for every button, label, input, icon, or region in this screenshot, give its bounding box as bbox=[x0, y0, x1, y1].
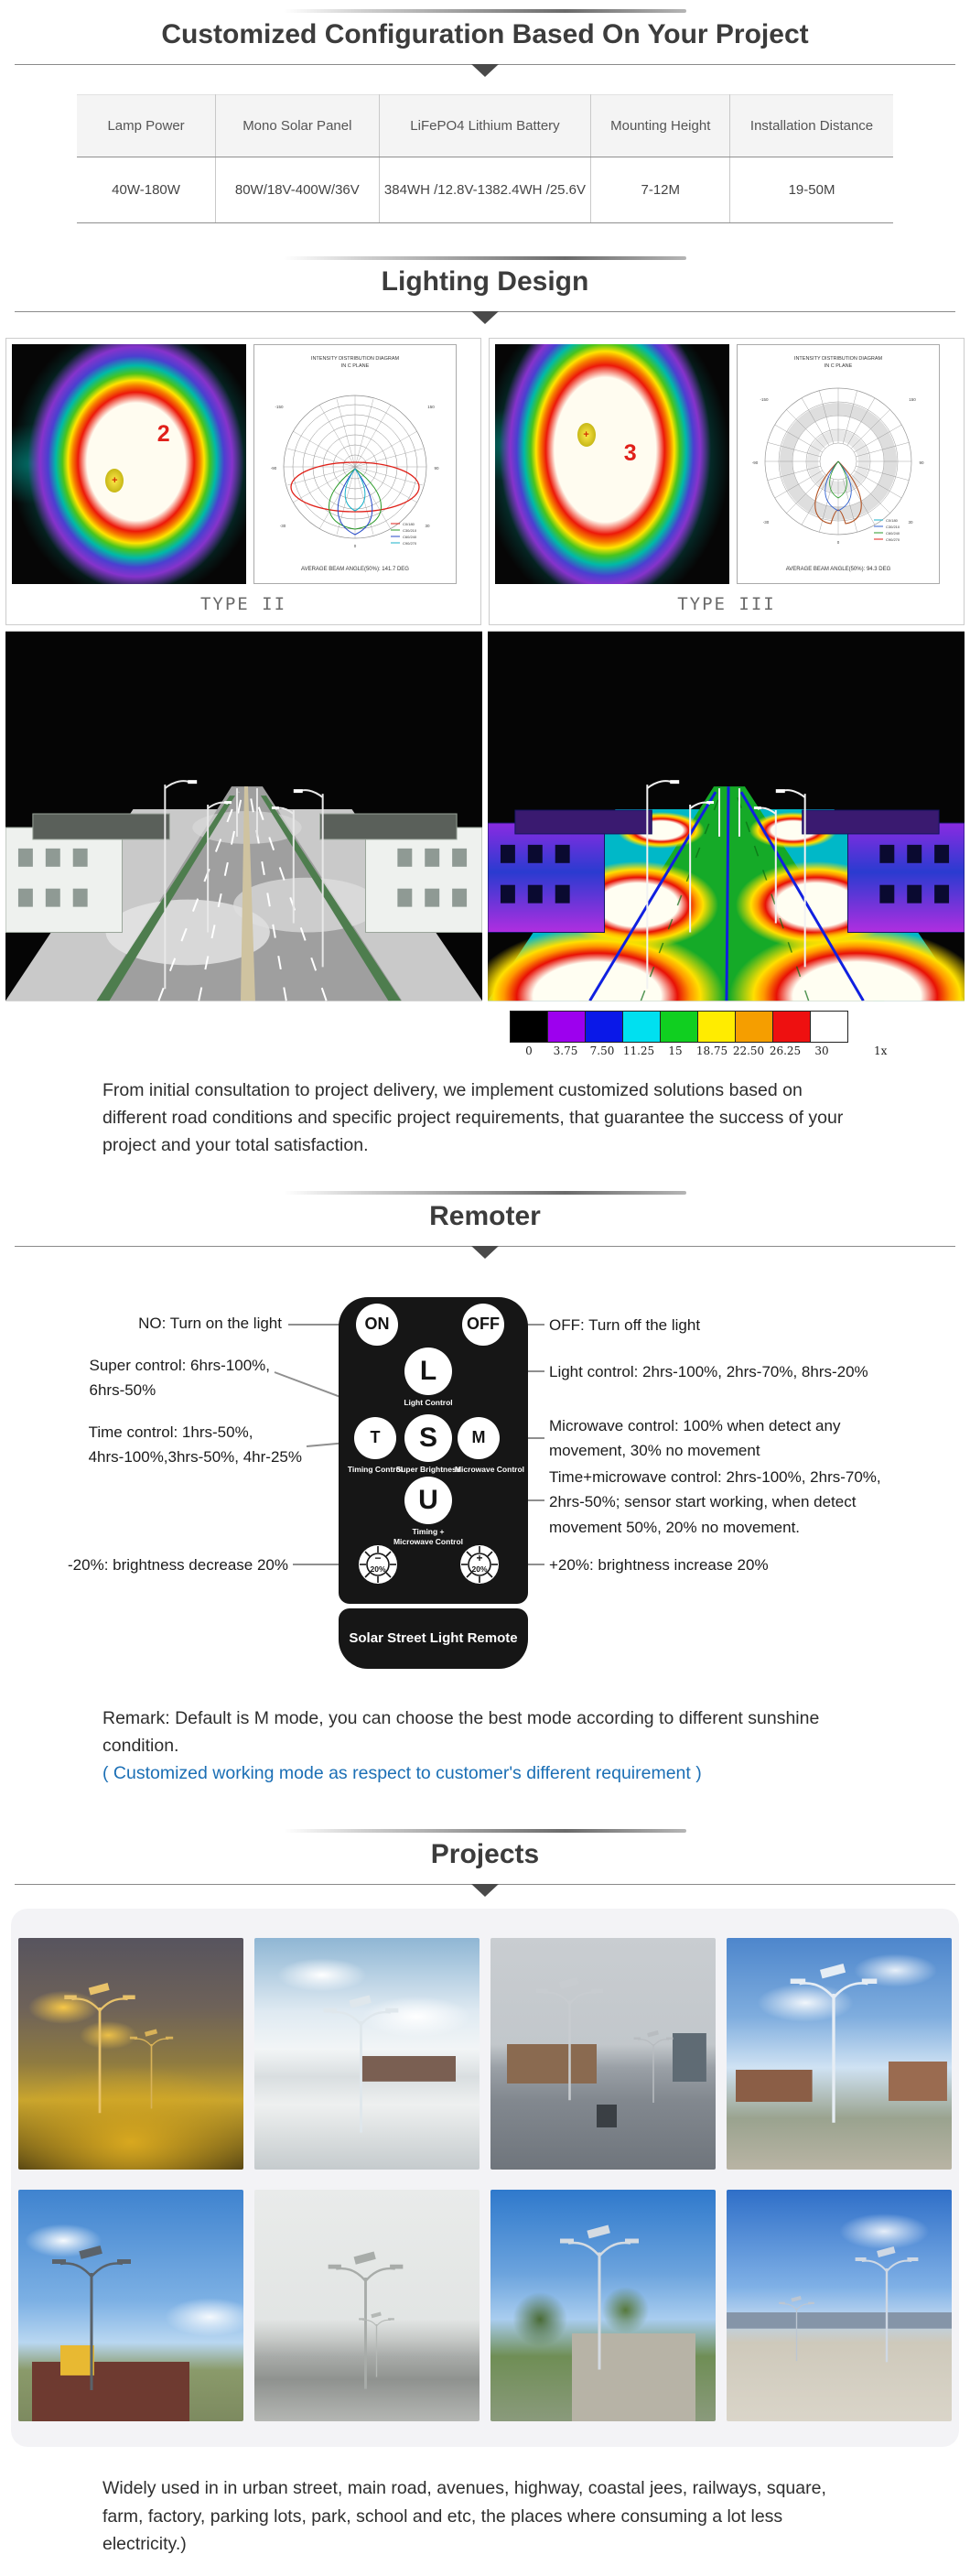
label-turn-on: NO: Turn on the light bbox=[138, 1314, 282, 1332]
remoter-title: Remoter bbox=[429, 1200, 541, 1231]
timing-caption: Timing Control bbox=[347, 1464, 404, 1474]
svg-text:C30/210: C30/210 bbox=[403, 528, 417, 533]
scale-swatch bbox=[547, 1011, 586, 1043]
remark-custom-mode: ( Customized working mode as respect to customer's different requirement ) bbox=[102, 1763, 702, 1784]
section-divider bbox=[15, 1884, 955, 1900]
svg-text:0: 0 bbox=[353, 544, 357, 548]
label-time-control: Time control: 1hrs-50%, 4hrs-100%,3hrs-50%, 4hr-25% bbox=[88, 1423, 302, 1467]
svg-text:-30: -30 bbox=[279, 524, 286, 528]
label-light-control: Light control: 2hrs-100%, 2hrs-70%, 8hrs-20% bbox=[549, 1362, 868, 1380]
type2-panel bbox=[5, 338, 481, 625]
light-control-caption: Light Control bbox=[404, 1397, 453, 1407]
combo-caption-line2: Microwave Control bbox=[393, 1536, 464, 1546]
label-turn-off: OFF: Turn off the light bbox=[549, 1315, 701, 1334]
road-render-falsecolor bbox=[488, 631, 965, 1001]
svg-text:-90: -90 bbox=[751, 460, 759, 465]
color-scale-cells bbox=[511, 1011, 848, 1043]
down-triangle-icon bbox=[471, 1246, 499, 1259]
project-photo bbox=[254, 2190, 480, 2421]
type3-heatmap-image bbox=[495, 344, 729, 584]
lighting-section-header bbox=[0, 247, 970, 327]
svg-text:C60/240: C60/240 bbox=[403, 535, 417, 539]
scale-swatch bbox=[697, 1011, 736, 1043]
decorative-gradient-line bbox=[284, 1191, 686, 1195]
type3-polar-diagram bbox=[737, 344, 940, 584]
remote-diagram bbox=[0, 1276, 970, 1681]
project-photo bbox=[254, 1938, 480, 2170]
project-photo-grid bbox=[11, 1909, 959, 2447]
svg-text:90: 90 bbox=[919, 460, 924, 465]
type3-label: TYPE III bbox=[677, 594, 776, 614]
table-value-row bbox=[77, 157, 893, 223]
col-solar-panel: Mono Solar Panel bbox=[216, 95, 379, 157]
svg-text:IN C PLANE: IN C PLANE bbox=[824, 363, 853, 369]
svg-text:INTENSITY DISTRIBUTION DIAGRAM: INTENSITY DISTRIBUTION DIAGRAM bbox=[793, 356, 883, 362]
svg-text:90: 90 bbox=[434, 466, 439, 471]
minus-20-button bbox=[358, 1544, 398, 1585]
combo-caption-line1: Timing + bbox=[412, 1526, 445, 1536]
svg-text:C30/210: C30/210 bbox=[886, 525, 900, 529]
decorative-gradient-line bbox=[284, 256, 686, 260]
section-divider bbox=[15, 311, 955, 327]
config-section-header bbox=[0, 0, 970, 80]
section-divider bbox=[15, 64, 955, 80]
super-brightness-button: S bbox=[404, 1414, 452, 1462]
svg-text:150: 150 bbox=[909, 397, 916, 402]
svg-text:C90/270: C90/270 bbox=[403, 541, 417, 546]
svg-text:INTENSITY DISTRIBUTION DIAGRAM: INTENSITY DISTRIBUTION DIAGRAM bbox=[310, 356, 400, 362]
off-button: OFF bbox=[462, 1304, 504, 1346]
page-title: Customized Configuration Based On Your Project bbox=[161, 19, 809, 49]
val-mounting-height: 7-12M bbox=[591, 157, 730, 223]
type2-label: TYPE II bbox=[199, 594, 287, 614]
scale-tick-labels: 0 3.75 7.50 11.25 15 18.75 22.50 26.25 30 bbox=[525, 1044, 829, 1057]
val-battery: 384WH /12.8V-1382.4WH /25.6V bbox=[379, 157, 591, 223]
label-plus-20: +20%: brightness increase 20% bbox=[549, 1555, 769, 1574]
project-photo bbox=[727, 2190, 952, 2421]
lighting-paragraph: From initial consultation to project delivery, we implement customized solutions based on different road conditions and specific project requirements, that guarantee the success of your project and your total satisfaction. bbox=[102, 1080, 844, 1156]
svg-text:-30: -30 bbox=[762, 520, 770, 525]
remote-body bbox=[339, 1297, 528, 1604]
configuration-table bbox=[77, 94, 893, 223]
section-divider bbox=[15, 1246, 955, 1261]
val-lamp-power: 40W-180W bbox=[77, 157, 216, 223]
project-photo bbox=[18, 2190, 243, 2421]
project-photo bbox=[727, 1938, 952, 2170]
plus-20-button bbox=[459, 1544, 500, 1585]
type2-heatmap-image bbox=[12, 344, 246, 584]
svg-text:30: 30 bbox=[908, 520, 913, 525]
heatmap-zone-number: 3 bbox=[623, 439, 637, 466]
project-photo bbox=[490, 1938, 716, 2170]
svg-text:-150: -150 bbox=[275, 405, 284, 409]
remote-brand-label: Solar Street Light Remote bbox=[349, 1630, 518, 1647]
down-triangle-icon bbox=[471, 311, 499, 324]
road-render-mono bbox=[5, 631, 482, 1001]
remark-block bbox=[102, 1705, 871, 1788]
remote-control bbox=[339, 1297, 528, 1669]
svg-text:C0/180: C0/180 bbox=[886, 518, 898, 523]
scale-unit: 1x bbox=[874, 1044, 888, 1057]
remark-text: Remark: Default is M mode, you can choose the best mode according to different sunshine condition. bbox=[102, 1707, 820, 1756]
svg-text:20%: 20% bbox=[471, 1564, 488, 1574]
svg-text:150: 150 bbox=[427, 405, 435, 409]
col-battery: LiFePO4 Lithium Battery bbox=[379, 95, 591, 157]
scale-swatch bbox=[510, 1011, 548, 1043]
svg-text:AVERAGE BEAM ANGLE(50%): 94.3: AVERAGE BEAM ANGLE(50%): 94.3 DEG bbox=[785, 567, 891, 572]
svg-text:20%: 20% bbox=[370, 1564, 386, 1574]
svg-text:C90/270: C90/270 bbox=[886, 537, 900, 542]
svg-text:-90: -90 bbox=[270, 466, 277, 471]
project-photo bbox=[18, 1938, 243, 2170]
svg-text:30: 30 bbox=[425, 524, 430, 528]
decorative-gradient-line bbox=[284, 1829, 686, 1833]
microwave-caption: Microwave Control bbox=[454, 1464, 525, 1474]
table-header-row bbox=[77, 95, 893, 157]
on-button: ON bbox=[356, 1304, 398, 1346]
label-super-control: Super control: 6hrs-100%, 6hrs-50% bbox=[89, 1356, 270, 1400]
project-photo bbox=[490, 2190, 716, 2421]
light-control-button: L bbox=[404, 1348, 452, 1395]
label-minus-20: -20%: brightness decrease 20% bbox=[68, 1555, 288, 1574]
col-mounting-height: Mounting Height bbox=[591, 95, 730, 157]
photometric-panels bbox=[5, 338, 965, 625]
scale-swatch bbox=[735, 1011, 773, 1043]
timing-button: T bbox=[354, 1417, 396, 1459]
scale-swatch bbox=[810, 1011, 848, 1043]
label-microwave-control: Microwave control: 100% when detect any movement, 30% no movement bbox=[549, 1416, 841, 1460]
type3-panel bbox=[489, 338, 965, 625]
down-triangle-icon bbox=[471, 64, 499, 77]
scale-swatch bbox=[660, 1011, 698, 1043]
svg-text:0: 0 bbox=[836, 540, 840, 545]
decorative-gradient-line bbox=[284, 9, 686, 13]
label-time-microwave-control: Time+microwave control: 2hrs-100%, 2hrs-70%, 2hrs-50%; sensor start working, when detect movement 50%, 20% no movement. bbox=[549, 1467, 881, 1536]
svg-text:+: + bbox=[476, 1551, 483, 1564]
type2-polar-diagram bbox=[253, 344, 457, 584]
usage-paragraph: Widely used in in urban street, main road, avenues, highway, coastal jees, railways, square, farm, factory, parking lots, park, school and etc, the places where consuming a lot less electricity.) bbox=[102, 2478, 826, 2554]
col-lamp-power: Lamp Power bbox=[77, 95, 216, 157]
svg-text:−: − bbox=[374, 1551, 382, 1564]
illuminance-scale bbox=[511, 1011, 970, 1060]
super-caption: Super Brightness bbox=[395, 1464, 461, 1474]
val-install-distance: 19-50M bbox=[730, 157, 893, 223]
svg-text:C60/240: C60/240 bbox=[886, 531, 900, 536]
val-solar-panel: 80W/18V-400W/36V bbox=[216, 157, 379, 223]
lighting-title: Lighting Design bbox=[381, 266, 589, 297]
road-simulation-renders bbox=[5, 631, 965, 1001]
projects-section-header bbox=[0, 1820, 970, 1900]
down-triangle-icon bbox=[471, 1884, 499, 1897]
heatmap-zone-number: 2 bbox=[156, 420, 170, 447]
svg-text:-150: -150 bbox=[760, 397, 769, 402]
microwave-button: M bbox=[458, 1417, 500, 1459]
remoter-section-header bbox=[0, 1182, 970, 1261]
scale-swatch bbox=[772, 1011, 811, 1043]
heatmap-peak-marker: + bbox=[577, 423, 596, 447]
scale-swatch bbox=[585, 1011, 623, 1043]
projects-title: Projects bbox=[430, 1839, 540, 1870]
heatmap-peak-marker: + bbox=[105, 469, 124, 492]
scale-swatch bbox=[622, 1011, 661, 1043]
svg-text:AVERAGE BEAM ANGLE(50%): 141.7: AVERAGE BEAM ANGLE(50%): 141.7 DEG bbox=[301, 567, 409, 572]
remote-bottom bbox=[339, 1608, 528, 1669]
svg-text:C0/180: C0/180 bbox=[403, 522, 415, 526]
svg-text:IN C PLANE: IN C PLANE bbox=[340, 363, 370, 369]
col-install-distance: Installation Distance bbox=[730, 95, 893, 157]
timing-microwave-button: U bbox=[404, 1477, 452, 1524]
